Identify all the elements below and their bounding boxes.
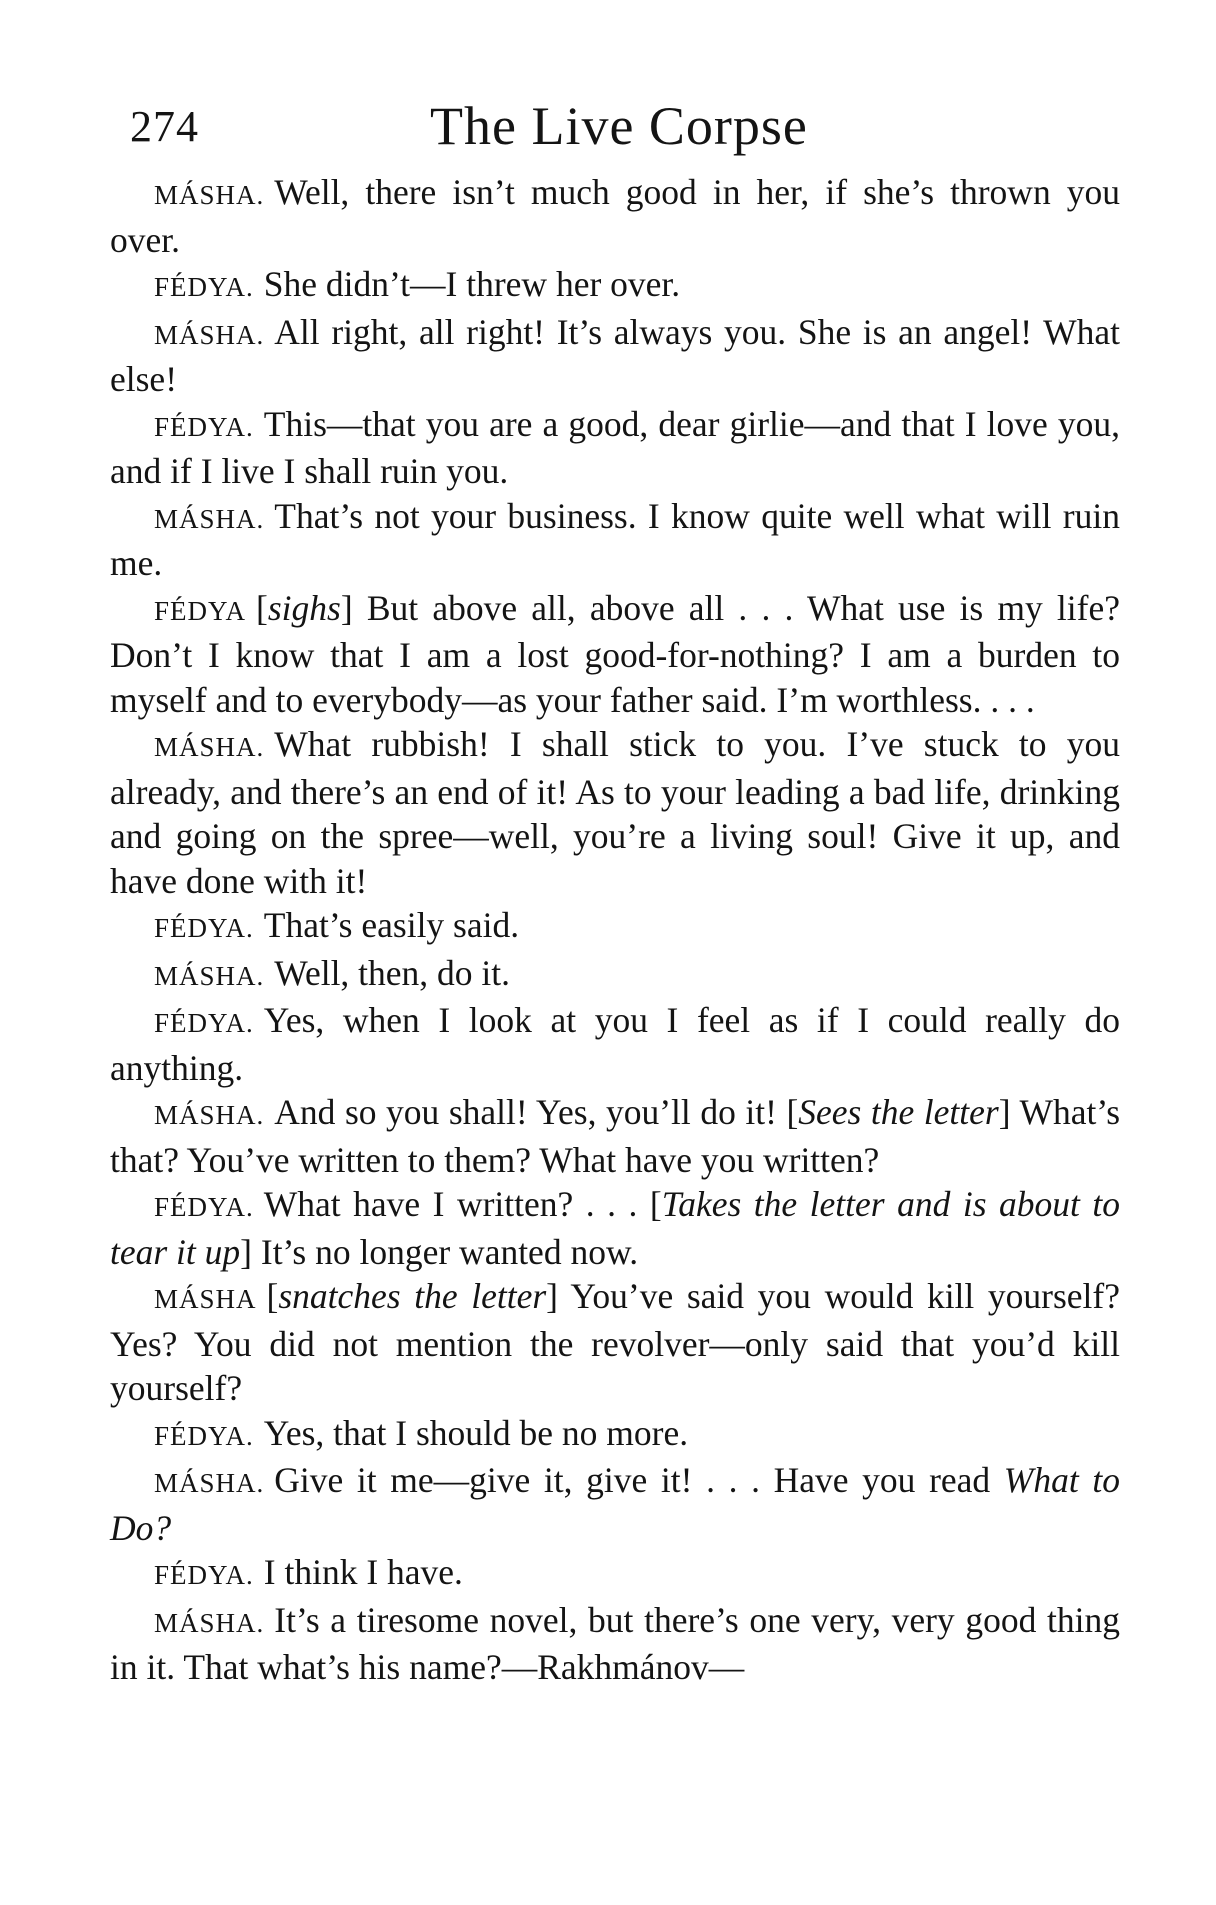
stage-direction-close: ] xyxy=(240,1231,252,1272)
speech-masha xyxy=(110,494,1120,586)
speaker-name: MÁSHA. xyxy=(154,180,265,210)
speech-fedya xyxy=(110,586,1120,723)
speaker-name: FÉDYA. xyxy=(154,272,254,302)
stage-direction-open: [ xyxy=(786,1092,799,1132)
speaker-name: FÉDYA. xyxy=(154,411,254,442)
speech-text: Yes, when I look at you I feel as if I could really do anything. xyxy=(110,1000,1120,1088)
speech-fedya xyxy=(110,1550,1120,1598)
speaker-name: FÉDYA. xyxy=(154,1008,254,1038)
stage-direction-close: ] xyxy=(998,1092,1011,1132)
page-header xyxy=(130,95,1120,165)
speech-masha xyxy=(110,722,1120,903)
speech-text: Well, there isn’t much good in her, if she’s thrown you over. xyxy=(110,172,1120,260)
speech-text: You’ve said you would kill yourself? Yes? You did not mention the revolver—only said that you’d kill yourself? xyxy=(110,1276,1121,1408)
book-title: What to Do? xyxy=(110,1460,1120,1548)
stage-direction-open: [ xyxy=(256,587,268,628)
speech-text: That’s not your business. I know quite well what will ruin me. xyxy=(110,495,1120,583)
speaker-name: MÁSHA. xyxy=(154,732,265,762)
stage-direction-open: [ xyxy=(266,1276,279,1316)
stage-direction: sighs xyxy=(267,587,341,628)
speaker-name: FÉDYA. xyxy=(154,913,254,943)
speech-text: Well, then, do it. xyxy=(274,952,511,993)
page-number: 274 xyxy=(130,102,199,151)
speech-text: Give it me—give it, give it! . . . Have you read xyxy=(274,1460,991,1500)
speech-text: She didn’t—I threw her over. xyxy=(263,264,681,304)
speaker-name: FÉDYA. xyxy=(154,1560,254,1590)
speech-masha xyxy=(110,1274,1120,1411)
speaker-name: MÁSHA xyxy=(154,1284,257,1314)
stage-direction-close: ] xyxy=(340,587,353,628)
speech-fedya xyxy=(110,262,1120,310)
speaker-name: FÉDYA. xyxy=(154,1420,254,1451)
speaker-name: MÁSHA. xyxy=(154,1468,265,1498)
speaker-name: FÉDYA xyxy=(154,595,247,626)
speech-fedya xyxy=(110,402,1120,494)
speaker-name: MÁSHA. xyxy=(154,319,265,350)
stage-direction: snatches the letter xyxy=(278,1276,547,1316)
speaker-name: MÁSHA. xyxy=(154,503,265,534)
speech-text: And so you shall! Yes, you’ll do it! xyxy=(274,1092,777,1132)
speech-masha xyxy=(110,170,1120,262)
speech-text: It’s a tiresome novel, but there’s one very, very good thing in it. That what’s his name?—Rakhmánov— xyxy=(110,1599,1120,1687)
speech-masha xyxy=(110,310,1120,402)
speaker-name: MÁSHA. xyxy=(154,1607,265,1638)
speech-text: This—that you are a good, dear girlie—and that I love you, and if I live I shall ruin you. xyxy=(110,403,1120,491)
stage-direction-open: [ xyxy=(649,1184,662,1224)
running-title: The Live Corpse xyxy=(430,96,808,156)
speech-masha xyxy=(110,1090,1120,1182)
speaker-name: FÉDYA. xyxy=(154,1192,254,1222)
stage-direction: Takes the letter and is about to tear it up xyxy=(110,1184,1120,1272)
dialogue-text xyxy=(110,170,1120,1690)
speech-text: What’s that? You’ve written to them? What have you written? xyxy=(110,1092,1121,1180)
stage-direction-close: ] xyxy=(546,1276,558,1316)
speaker-name: MÁSHA. xyxy=(154,1100,265,1130)
stage-direction: Sees the letter xyxy=(798,1092,999,1132)
speech-masha xyxy=(110,1458,1120,1550)
speech-text: What have I written? . . . xyxy=(263,1184,638,1224)
speech-text: What rubbish! I shall stick to you. I’ve stuck to you already, and there’s an end of it! As to your leading a bad life, drinking and going on the spree—well, you’re a living soul! Give it up, and have done with it! xyxy=(110,724,1120,901)
speech-fedya xyxy=(110,1411,1120,1459)
speech-text: It’s no longer wanted now. xyxy=(260,1231,639,1272)
speech-text: All right, all right! It’s always you. She is an angel! What else! xyxy=(110,311,1120,399)
speech-text: Yes, that I should be no more. xyxy=(263,1412,689,1453)
speaker-name: MÁSHA. xyxy=(154,960,265,991)
speech-text: That’s easily said. xyxy=(263,905,520,945)
speech-text: I think I have. xyxy=(263,1552,463,1592)
speech-fedya xyxy=(110,998,1120,1090)
speech-masha xyxy=(110,951,1120,999)
speech-masha xyxy=(110,1598,1120,1690)
speech-fedya xyxy=(110,1182,1120,1274)
speech-text: But above all, above all . . . What use is my life? Don’t I know that I am a lost good-for-nothing? I am a burden to myself and to everybody—as your father said. I’m worthless. . . . xyxy=(110,587,1120,720)
speech-fedya xyxy=(110,903,1120,951)
